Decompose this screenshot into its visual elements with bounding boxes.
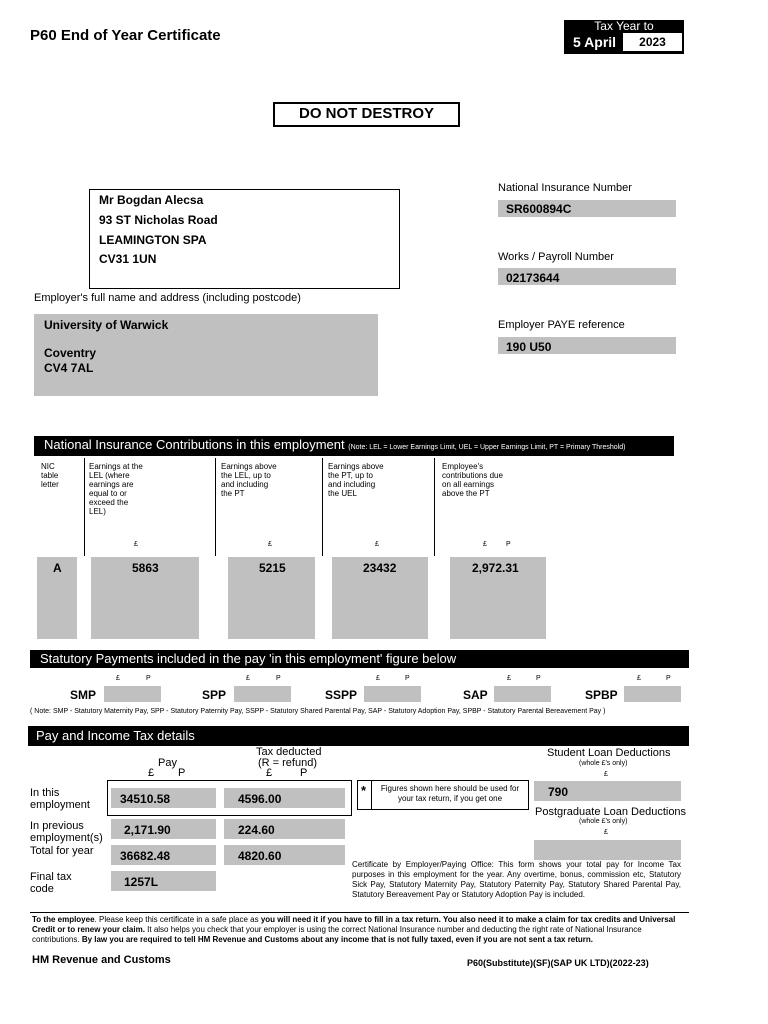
pay-previous-value: 2,171.90 — [124, 823, 171, 837]
nic-title: National Insurance Contributions in this employment — [44, 437, 345, 452]
tax-total-value: 4820.60 — [238, 849, 282, 863]
pg-loan-whole-only: (whole £'s only) — [579, 818, 628, 825]
spp-field — [234, 686, 291, 702]
employer-postcode: CV4 7AL — [44, 361, 94, 375]
nic-col-header: Earnings above the LEL, up to and including the PT — [221, 462, 277, 498]
pound-sign: £ — [483, 541, 487, 548]
smp-field — [104, 686, 161, 702]
pay-title: Pay and Income Tax details — [36, 728, 195, 743]
pg-loan-label: Postgraduate Loan Deductions — [535, 806, 687, 818]
ni-number-label: National Insurance Number — [498, 182, 632, 194]
ni-number-field — [498, 200, 676, 217]
tax-this-value: 4596.00 — [238, 792, 282, 806]
ni-number-value: SR600894C — [506, 202, 572, 216]
statutory-title: Statutory Payments included in the pay 'in this employment' figure below — [40, 651, 457, 666]
employer-field — [34, 314, 378, 396]
spp-label: SPP — [202, 688, 227, 702]
works-number-field — [498, 268, 676, 285]
works-number-value: 02173644 — [506, 271, 560, 285]
pence-sign: P — [405, 675, 410, 682]
nic-pt-uel-value: 23432 — [363, 561, 397, 575]
address-line: Mr Bogdan Alecsa — [99, 193, 204, 207]
address-line: CV31 1UN — [99, 252, 157, 266]
pence-sign: P — [506, 541, 511, 548]
works-number-label: Works / Payroll Number — [498, 251, 614, 263]
nic-pt-uel-field — [332, 557, 428, 639]
paye-ref-field — [498, 337, 676, 354]
pg-loan-field — [534, 840, 681, 860]
pay-label: Pay — [158, 757, 177, 769]
student-loan-field — [534, 781, 681, 801]
pay-this-value: 34510.58 — [120, 792, 171, 806]
pence-sign: P — [666, 675, 671, 682]
nic-table-letter-value: A — [53, 561, 62, 575]
divider — [84, 458, 85, 556]
in-this-employment-label: In this employment — [30, 787, 90, 811]
nic-lel-field — [91, 557, 199, 639]
page-title: P60 End of Year Certificate — [30, 27, 221, 44]
divider — [322, 458, 323, 556]
tax-year-box — [564, 20, 684, 54]
student-loan-whole-only: (whole £'s only) — [579, 760, 628, 767]
pound-sign: £ — [134, 541, 138, 548]
paye-ref-value: 190 U50 — [506, 340, 552, 354]
final-tax-code-field — [111, 871, 216, 891]
nic-lel-pt-value: 5215 — [259, 561, 286, 575]
star-marker: * — [361, 783, 367, 798]
final-tax-code-value: 1257L — [124, 875, 159, 889]
sap-field — [494, 686, 551, 702]
nic-contributions-field — [450, 557, 546, 639]
vertical-divider — [371, 781, 372, 809]
nic-col-header: NIC table letter — [41, 462, 59, 489]
employee-note — [32, 915, 688, 945]
footer-rule — [30, 912, 689, 913]
employer-city: Coventry — [44, 346, 97, 360]
figures-note-text: Figures shown here should be used for your tax return, if you get one — [380, 784, 520, 803]
student-loan-value: 790 — [548, 785, 569, 799]
smp-label: SMP — [70, 688, 97, 702]
statutory-note: ( Note: SMP - Statutory Maternity Pay, SPP - Statutory Paternity Pay, SSPP - Statutory Shared Parental Pay, SAP - Statutory Adoption Pay, SPBP - Statutory Parental Bereavement Pay ) — [30, 708, 606, 715]
pound-sign: £ — [507, 675, 511, 682]
divider — [215, 458, 216, 556]
address-line: LEAMINGTON SPA — [99, 233, 207, 247]
form-reference: P60(Substitute)(SF)(SAP UK LTD)(2022-23) — [467, 958, 649, 968]
employer-name: University of Warwick — [44, 318, 169, 332]
pound-sign: £ — [375, 541, 379, 548]
address-line: 93 ST Nicholas Road — [99, 213, 218, 227]
pay-section-header — [28, 726, 689, 746]
nic-note: (Note: LEL = Lower Earnings Limit, UEL = Upper Earnings Limit, PT = Primary Threshold) — [348, 444, 626, 451]
pay-pound-sign: £ — [148, 767, 155, 779]
hmrc-label: HM Revenue and Customs — [32, 954, 171, 966]
nic-lel-pt-field — [228, 557, 315, 639]
employee-address-box — [89, 189, 400, 289]
sap-label: SAP — [463, 688, 488, 702]
in-previous-employment-label: In previous employment(s) — [30, 820, 103, 844]
divider — [434, 458, 435, 556]
pay-this-field — [111, 788, 216, 808]
tax-pound-sign: £ — [266, 767, 273, 779]
figures-note-box — [357, 780, 529, 810]
nic-col-header: Earnings above the PT, up to and including the UEL — [328, 462, 384, 498]
employee-note-bold: you will need it if you have to fill in a tax return. You also need it to make a claim for tax credits and Universal Credit or to renew your claim. — [32, 915, 676, 934]
tax-this-field — [224, 788, 345, 808]
employer-certificate: Certificate by Employer/Paying Office: This form shows your total pay for Income Tax purposes in this employment for the year. Any overtime, bonus, commission etc, Statutory Sick Pay, Statutory Maternity Pay, Statutory Paternity Pay, Statutory Shared Parental Pay, Statutory Bereavement Pay or Statutory Adoption Pay is included. — [352, 860, 681, 899]
pence-sign: P — [276, 675, 281, 682]
spbp-label: SPBP — [585, 688, 618, 702]
tax-year-day: 5 April — [573, 34, 617, 50]
nic-table-letter-field — [37, 557, 77, 639]
pound-sign: £ — [637, 675, 641, 682]
pound-sign: £ — [116, 675, 120, 682]
tax-year-value: 2023 — [623, 33, 682, 51]
employer-label: Employer's full name and address (including postcode) — [34, 292, 301, 304]
employee-note-text: . Please keep this certificate in a safe place as — [94, 915, 261, 924]
pound-sign: £ — [268, 541, 272, 548]
pound-sign: £ — [604, 771, 608, 778]
statutory-section-header — [30, 650, 689, 668]
nic-lel-value: 5863 — [132, 561, 159, 575]
pay-total-value: 36682.48 — [120, 849, 171, 863]
nic-col-header: Employee's contributions due on all earnings above the PT — [442, 462, 503, 498]
tax-pence-sign: P — [300, 767, 308, 779]
pence-sign: P — [536, 675, 541, 682]
pay-total-field — [111, 845, 216, 865]
sspp-label: SSPP — [325, 688, 358, 702]
employee-note-lead: To the employee — [32, 915, 95, 924]
employee-note-text: It also helps you check that your employer is using the correct National Insurance number and deducting the right rate of National Insurance contributions. — [32, 925, 642, 944]
pound-sign: £ — [604, 829, 608, 836]
pound-sign: £ — [246, 675, 250, 682]
tax-year-label: Tax Year to — [594, 19, 654, 33]
pound-sign: £ — [376, 675, 380, 682]
do-not-destroy-banner: DO NOT DESTROY — [273, 102, 460, 127]
nic-col-header: Earnings at the LEL (where earnings are equal to or exceed the LEL) — [89, 462, 143, 516]
student-loan-label: Student Loan Deductions — [547, 747, 671, 759]
tax-previous-field — [224, 819, 345, 839]
pence-sign: P — [146, 675, 151, 682]
tax-previous-value: 224.60 — [238, 823, 275, 837]
tax-refund-label: (R = refund) — [258, 757, 317, 769]
final-tax-code-label: Final tax code — [30, 871, 72, 895]
tax-deducted-label: Tax deducted — [256, 746, 322, 758]
paye-ref-label: Employer PAYE reference — [498, 319, 625, 331]
pay-pence-sign: P — [178, 767, 186, 779]
spbp-field — [624, 686, 681, 702]
employee-note-bold: By law you are required to tell HM Revenue and Customs about any income that is not fully taxed, even if you are not sent a tax return. — [81, 935, 594, 944]
tax-total-field — [224, 845, 345, 865]
nic-contributions-value: 2,972.31 — [472, 561, 519, 575]
sspp-field — [364, 686, 421, 702]
pay-previous-field — [111, 819, 216, 839]
total-for-year-label: Total for year — [30, 845, 94, 857]
nic-section-header — [34, 436, 674, 456]
